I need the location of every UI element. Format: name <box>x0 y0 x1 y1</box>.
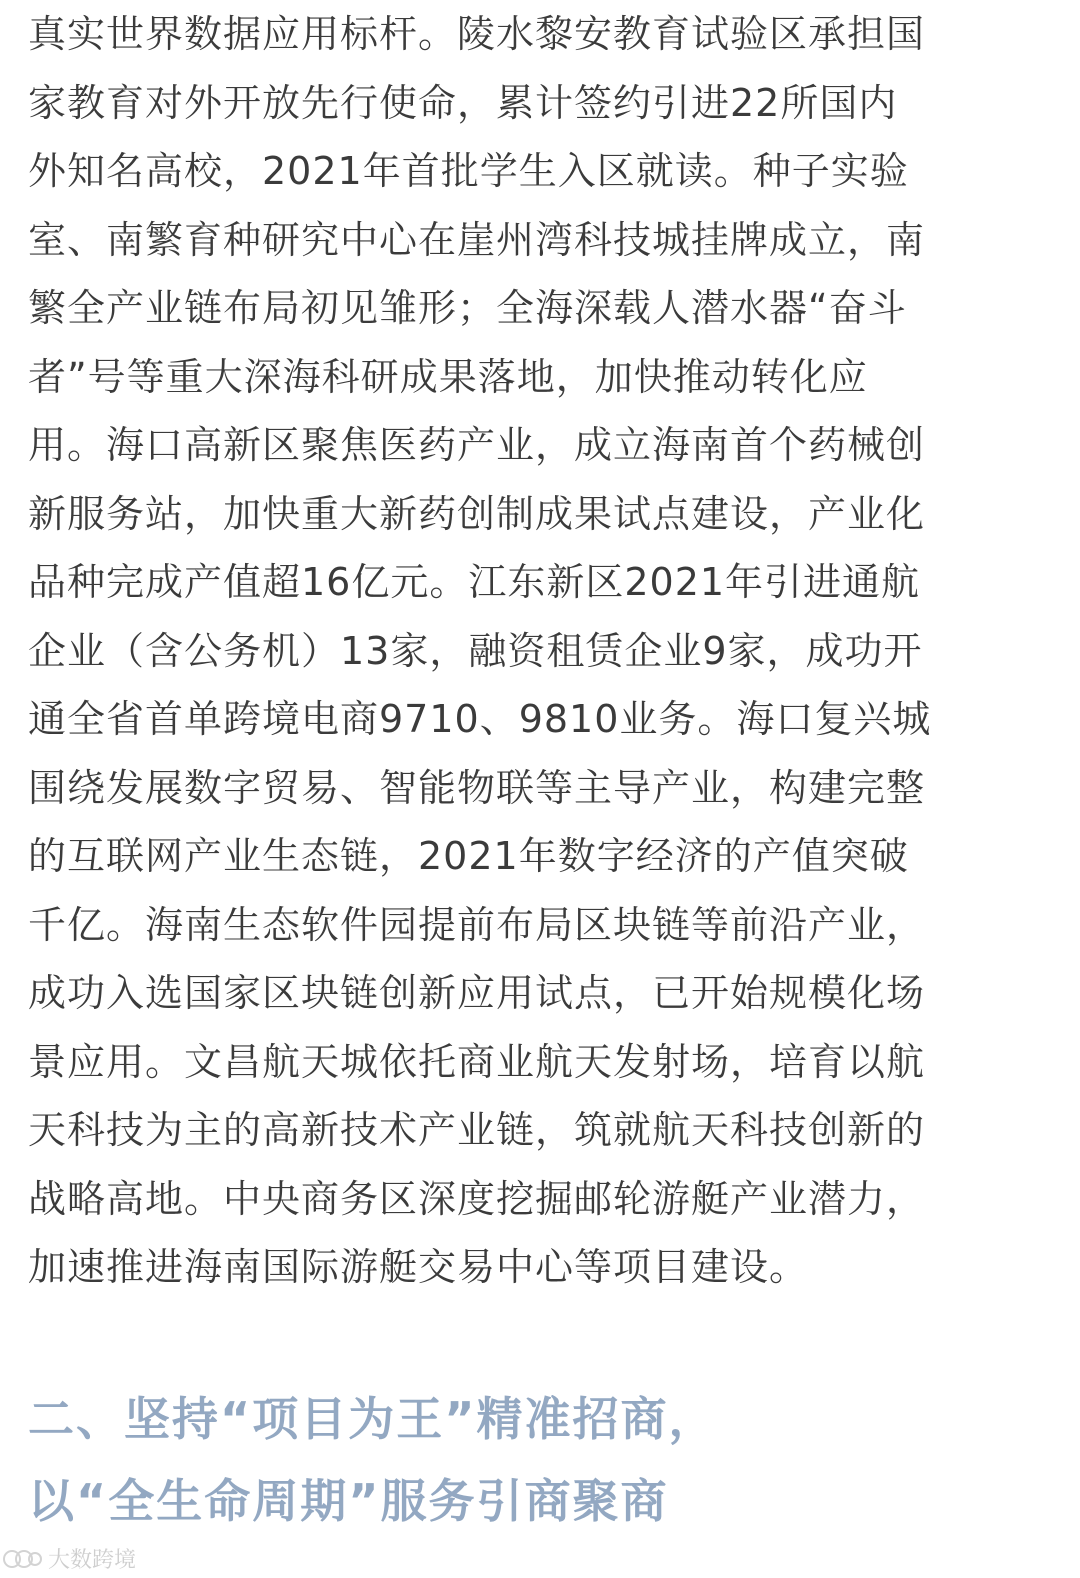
paragraph-line: 的互联网产业生态链，2021年数字经济的产值突破 <box>28 834 909 878</box>
article-paragraph <box>28 0 1052 1302</box>
paragraph-line: 家教育对外开放先行使命，累计签约引进22所国内 <box>28 80 898 125</box>
article-body <box>28 0 1052 1302</box>
paragraph-line: 加速推进海南国际游艇交易中心等项目建设。 <box>28 1245 809 1289</box>
paragraph-line: 用。海口高新区聚焦医药产业，成立海南首个药械创 <box>28 423 926 467</box>
paragraph-line: 者”号等重大深海科研成果落地，加快推动转化应 <box>28 354 868 399</box>
paragraph-line: 室、南繁育种研究中心在崖州湾科技城挂牌成立，南 <box>28 217 926 262</box>
watermark-text: 大数跨境 <box>48 1548 137 1573</box>
paragraph-line: 战略高地。中央商务区深度挖掘邮轮游艇产业潜力， <box>28 1176 926 1221</box>
paragraph-line: 景应用。文昌航天城依托商业航天发射场，培育以航 <box>28 1039 926 1084</box>
paragraph-line: 天科技为主的高新技术产业链，筑就航天科技创新的 <box>28 1108 926 1152</box>
section-heading-line: 二、坚持“项目为王”精准招商， <box>28 1392 717 1446</box>
paragraph-line: 通全省首单跨境电商9710、9810业务。海口复兴城 <box>28 697 932 741</box>
paragraph-line: 繁全产业链布局初见雏形；全海深载人潜水器“奋斗 <box>28 286 907 330</box>
paragraph-line: 真实世界数据应用标杆。陵水黎安教育试验区承担国 <box>28 12 926 56</box>
watermark <box>2 1543 136 1574</box>
paragraph-line: 企业（含公务机）13家，融资租赁企业9家，成功开 <box>28 628 923 673</box>
paragraph-line: 成功入选国家区块链创新应用试点，已开始规模化场 <box>28 971 926 1015</box>
logo-icon <box>2 1546 44 1572</box>
paragraph-line: 品种完成产值超16亿元。江东新区2021年引进通航 <box>28 560 921 604</box>
section-heading-line: 以“全生命周期”服务引商聚商 <box>28 1474 669 1528</box>
paragraph-line: 外知名高校，2021年首批学生入区就读。种子实验 <box>28 149 909 193</box>
paragraph-line: 围绕发展数字贸易、智能物联等主导产业，构建完整 <box>28 765 926 810</box>
section-heading <box>28 1378 1052 1542</box>
paragraph-line: 千亿。海南生态软件园提前布局区块链等前沿产业， <box>28 902 926 947</box>
paragraph-line: 新服务站，加快重大新药创制成果试点建设，产业化 <box>28 491 926 536</box>
